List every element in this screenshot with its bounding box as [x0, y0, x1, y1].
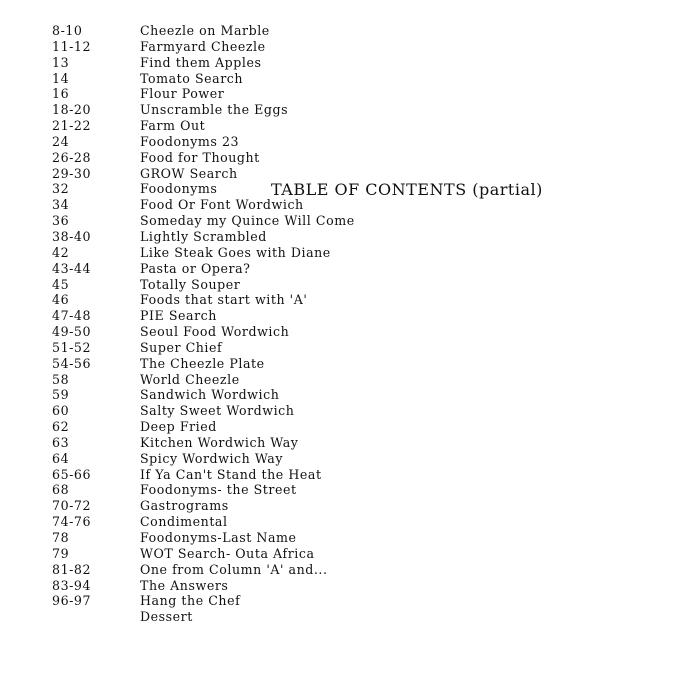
toc-title: Someday my Quince Will Come [140, 213, 355, 229]
toc-title: Dessert [140, 609, 193, 625]
toc-page-number: 47-48 [52, 308, 92, 324]
toc-entry [52, 213, 355, 229]
toc-page-number: 78 [52, 530, 70, 545]
toc-page-number: 64 [52, 450, 70, 466]
toc-title: The Answers [140, 577, 229, 593]
table-of-contents-list [52, 23, 355, 625]
toc-title: Foodonyms-Last Name [140, 530, 297, 545]
toc-entry [52, 71, 355, 87]
toc-title: Foodonyms- the Street [140, 482, 297, 498]
toc-entry [52, 134, 355, 150]
toc-page-number: 45 [52, 276, 70, 292]
toc-page-number: 59 [52, 387, 70, 403]
toc-entry [52, 261, 355, 277]
toc-page-number: 34 [52, 197, 70, 213]
toc-title: World Cheezle [140, 371, 240, 387]
toc-title: Flour Power [140, 86, 225, 102]
toc-title: Farmyard Cheezle [140, 38, 266, 54]
toc-entry [52, 197, 355, 213]
toc-page-number: 43-44 [52, 260, 92, 276]
toc-entry [52, 86, 355, 102]
toc-title: Sandwich Wordwich [140, 387, 280, 403]
toc-page-number: 74-76 [52, 514, 92, 530]
toc-title: One from Column 'A' and... [140, 561, 328, 577]
toc-title: Cheezle on Marble [140, 23, 270, 38]
toc-entry [52, 530, 355, 546]
toc-page-number: 29-30 [52, 165, 92, 181]
toc-entry [52, 546, 355, 562]
toc-entry [52, 245, 355, 261]
toc-entry [52, 118, 355, 134]
toc-title: Totally Souper [140, 276, 241, 292]
toc-entry [52, 467, 355, 483]
toc-page-number: 21-22 [52, 118, 92, 134]
toc-title: Find them Apples [140, 54, 262, 70]
toc-page-number: 83-94 [52, 577, 92, 593]
toc-title: Salty Sweet Wordwich [140, 403, 295, 419]
toc-page-number: 46 [52, 292, 70, 308]
toc-title: Gastrograms [140, 498, 229, 514]
toc-entry [52, 498, 355, 514]
toc-entry [52, 514, 355, 530]
toc-entry [52, 229, 355, 245]
toc-entry [52, 55, 355, 71]
toc-title: Lightly Scrambled [140, 228, 267, 244]
toc-entry [52, 39, 355, 55]
toc-entry [52, 292, 355, 308]
toc-title: If Ya Can't Stand the Heat [140, 466, 322, 482]
toc-page-number: 62 [52, 419, 70, 435]
toc-entry [52, 578, 355, 594]
toc-title: Super Chief [140, 339, 223, 355]
toc-page-number: 24 [52, 133, 70, 149]
toc-entry [52, 181, 355, 197]
toc-title: Pasta or Opera? [140, 260, 251, 276]
toc-entry [52, 102, 355, 118]
toc-page-number: 70-72 [52, 498, 92, 514]
toc-title: PIE Search [140, 308, 217, 324]
toc-entry [52, 593, 355, 609]
toc-page-number: 14 [52, 70, 70, 86]
toc-title: The Cheezle Plate [140, 355, 265, 371]
toc-page-number: 58 [52, 371, 70, 387]
toc-title: Like Steak Goes with Diane [140, 244, 331, 260]
toc-page-number: 65-66 [52, 466, 92, 482]
toc-entry [52, 387, 355, 403]
toc-entry [52, 609, 355, 625]
toc-title: Food Or Font Wordwich [140, 197, 304, 213]
toc-page-number: 11-12 [52, 38, 92, 54]
toc-page-number: 63 [52, 434, 70, 450]
toc-entry [52, 277, 355, 293]
toc-page-number: 18-20 [52, 102, 92, 118]
toc-title: Farm Out [140, 118, 206, 134]
toc-title: GROW Search [140, 165, 238, 181]
toc-title: Unscramble the Eggs [140, 102, 289, 118]
toc-page-number: 8-10 [52, 23, 83, 38]
toc-entry [52, 562, 355, 578]
toc-page-number: 54-56 [52, 355, 92, 371]
toc-page-number: 26-28 [52, 149, 92, 165]
toc-page-number: 68 [52, 482, 70, 498]
toc-entry [52, 340, 355, 356]
toc-page-number: 81-82 [52, 561, 92, 577]
toc-entry [52, 372, 355, 388]
toc-page-number: 60 [52, 403, 70, 419]
toc-title: Food for Thought [140, 149, 260, 165]
toc-title: Spicy Wordwich Way [140, 450, 283, 466]
toc-entry [52, 482, 355, 498]
toc-title: Hang the Chef [140, 593, 241, 609]
toc-title: WOT Search- Outa Africa [140, 545, 315, 561]
toc-entry [52, 166, 355, 182]
toc-title: Tomato Search [140, 70, 244, 86]
toc-page-number: 96-97 [52, 593, 92, 609]
toc-page-number: 49-50 [52, 324, 92, 340]
toc-page-number: 42 [52, 244, 70, 260]
toc-page-number: 51-52 [52, 339, 92, 355]
toc-entry [52, 356, 355, 372]
toc-title: Foodonyms 23 [140, 133, 240, 149]
toc-entry [52, 435, 355, 451]
page-title: TABLE OF CONTENTS (partial) [271, 180, 543, 199]
toc-title: Foodonyms [140, 181, 218, 197]
toc-page-number: 32 [52, 181, 70, 197]
toc-page-number: 13 [52, 54, 70, 70]
toc-title: Kitchen Wordwich Way [140, 434, 299, 450]
toc-entry [52, 324, 355, 340]
toc-page-number: 16 [52, 86, 70, 102]
toc-entry [52, 308, 355, 324]
toc-page-number: 38-40 [52, 228, 92, 244]
toc-entry [52, 419, 355, 435]
toc-page-number: 36 [52, 213, 70, 229]
toc-title: Condimental [140, 514, 228, 530]
toc-title: Foods that start with 'A' [140, 292, 308, 308]
toc-entry [52, 403, 355, 419]
toc-entry [52, 150, 355, 166]
toc-title: Deep Fried [140, 419, 217, 435]
toc-entry [52, 451, 355, 467]
toc-entry [52, 23, 355, 39]
toc-page-number: 79 [52, 545, 70, 561]
toc-title: Seoul Food Wordwich [140, 324, 290, 340]
